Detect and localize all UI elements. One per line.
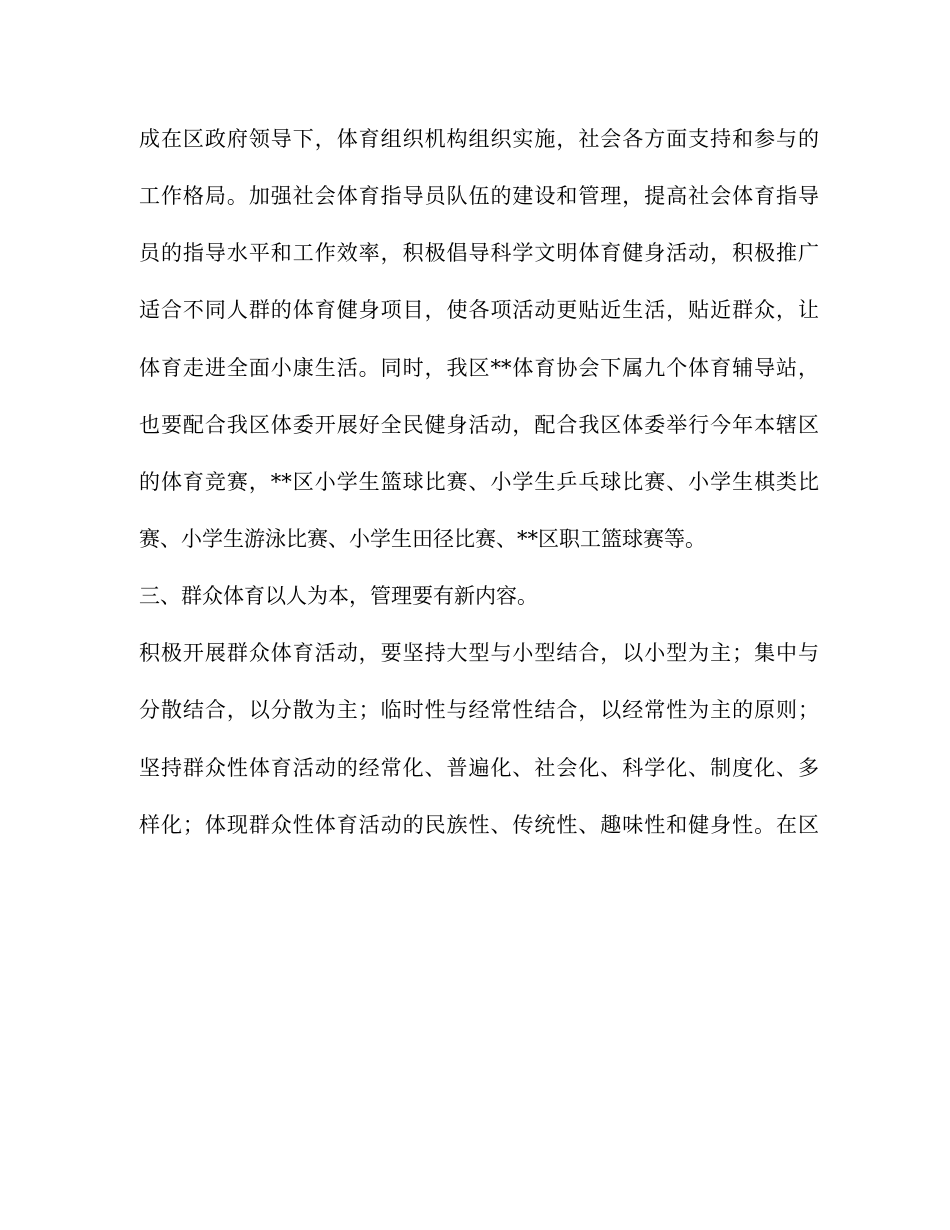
- paragraph-line: 样化；体现群众性体育活动的民族性、传统性、趣味性和健身性。在区: [139, 812, 819, 837]
- paragraph-line: 员的指导水平和工作效率，积极倡导科学文明体育健身活动，积极推广: [139, 241, 819, 266]
- paragraph-line: 的体育竞赛，**区小学生篮球比赛、小学生乒乓球比赛、小学生棋类比: [139, 469, 819, 494]
- paragraph-line: 赛、小学生游泳比赛、小学生田径比赛、**区职工篮球赛等。: [139, 526, 706, 551]
- paragraph-line: 适合不同人群的体育健身项目，使各项活动更贴近生活，贴近群众，让: [139, 298, 819, 323]
- paragraph-line: 成在区政府领导下，体育组织机构组织实施，社会各方面支持和参与的: [139, 127, 819, 151]
- body-text: [139, 118, 819, 861]
- paragraph-line: 体育走进全面小康生活。同时，我区**体育协会下属九个体育辅导站，: [139, 355, 819, 380]
- section-heading: 三、群众体育以人为本，管理要有新内容。: [139, 584, 538, 609]
- paragraph-line: 也要配合我区体委开展好全民健身活动，配合我区体委举行今年本辖区: [139, 412, 819, 437]
- paragraph-line: 工作格局。加强社会体育指导员队伍的建设和管理，提高社会体育指导: [139, 184, 819, 209]
- paragraph-line: 坚持群众性体育活动的经常化、普遍化、社会化、科学化、制度化、多: [139, 755, 819, 780]
- paragraph-line: 分散结合，以分散为主；临时性与经常性结合，以经常性为主的原则；: [139, 698, 819, 723]
- paragraph-line: 积极开展群众体育活动，要坚持大型与小型结合，以小型为主；集中与: [139, 641, 819, 666]
